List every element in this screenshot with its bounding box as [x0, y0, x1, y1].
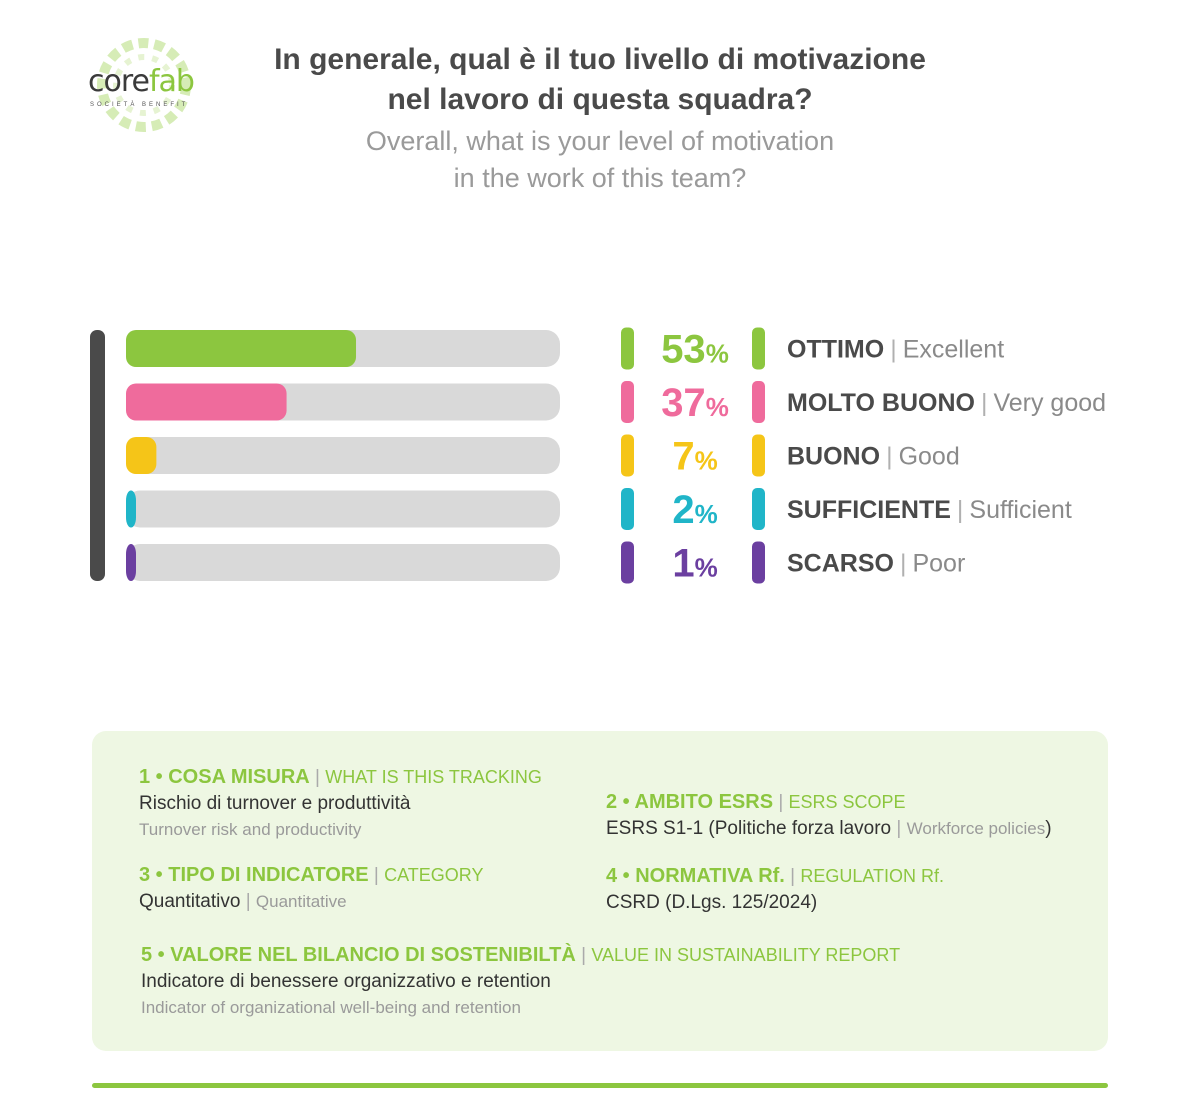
data-label-molto-buono: 37% [661, 381, 729, 425]
info-1-value: Rischio di turnover e produttività [139, 793, 411, 814]
info-item-5 [141, 942, 900, 1021]
left-marker-scarso [621, 542, 634, 584]
right-marker-molto-buono [752, 381, 765, 423]
info-item-1 [139, 764, 542, 843]
motivation-bar-chart [0, 300, 1200, 620]
info-4-heading: 4 • NORMATIVA Rf. [606, 865, 785, 887]
info-5-value: Indicatore di benessere organizzativo e retention [141, 971, 551, 992]
data-label-ottimo: 53% [661, 327, 729, 372]
info-2-value-sep: | [896, 818, 902, 839]
info-2-value-end: ) [1045, 818, 1052, 839]
category-label-ottimo: OTTIMO | Excellent [787, 335, 1005, 364]
info-2-sep: | [778, 792, 784, 813]
axis-line [90, 330, 105, 581]
right-marker-buono [752, 435, 765, 477]
info-3-value-sep: | [245, 891, 251, 912]
data-label-scarso: 1% [672, 541, 718, 586]
info-item-2 [606, 789, 1052, 842]
bar-sufficiente [126, 491, 136, 528]
info-5-heading-en: VALUE IN SUSTAINABILITY REPORT [591, 945, 901, 965]
info-2-heading: 2 • AMBITO ESRS [606, 791, 774, 813]
info-3-sep: | [373, 865, 379, 886]
info-1-sep: | [315, 767, 320, 788]
category-label-buono: BUONO | Good [787, 442, 960, 471]
info-1-heading-en: WHAT IS THIS TRACKING [325, 767, 542, 787]
left-marker-buono [621, 435, 634, 477]
info-5-value-en: Indicator of organizational well-being and retention [141, 998, 521, 1017]
bar-ottimo [126, 330, 356, 367]
left-marker-ottimo [621, 328, 634, 370]
info-3-value-en: Quantitative [255, 892, 347, 911]
left-marker-molto-buono [621, 381, 634, 423]
category-label-sufficiente: SUFFICIENTE | Sufficient [787, 496, 1072, 524]
info-3-heading: 3 • TIPO DI INDICATORE [139, 864, 369, 886]
info-5-heading: 5 • VALORE NEL BILANCIO DI SOSTENIBILTÀ [141, 944, 576, 966]
right-marker-ottimo [752, 328, 765, 370]
info-item-4 [606, 863, 944, 916]
title-line-1: In generale, qual è il tuo livello di motivazione [274, 43, 926, 76]
logo-tagline: SOCIETÀ BENEFIT [90, 102, 189, 108]
bar-buono [126, 437, 156, 474]
bar-scarso [126, 544, 136, 581]
subtitle-line-2: in the work of this team? [453, 163, 747, 193]
info-2-heading-en: ESRS SCOPE [788, 792, 906, 812]
right-marker-sufficiente [752, 488, 765, 530]
bar-track-buono [126, 437, 560, 474]
logo-wordmark: corefab [88, 64, 194, 99]
right-marker-scarso [752, 542, 765, 584]
info-1-heading: 1 • COSA MISURA [139, 766, 310, 788]
bottom-divider [92, 1083, 1108, 1088]
info-item-3 [139, 862, 483, 915]
info-3-value: Quantitativo [139, 891, 241, 912]
info-1-value-en: Turnover risk and productivity [139, 820, 362, 839]
data-label-buono: 7% [672, 434, 718, 479]
title-line-2: nel lavoro di questa squadra? [387, 83, 813, 116]
data-label-sufficiente: 2% [672, 488, 718, 532]
category-label-molto-buono: MOLTO BUONO | Very good [787, 389, 1107, 417]
bar-molto-buono [126, 384, 287, 421]
left-marker-sufficiente [621, 488, 634, 530]
page-subtitle [0, 123, 1200, 197]
info-4-heading-en: REGULATION Rf. [800, 866, 945, 886]
info-5-sep: | [581, 945, 587, 966]
bar-track-sufficiente [126, 491, 560, 528]
info-2-value-en: Workforce policies [906, 819, 1046, 838]
bar-track-scarso [126, 544, 560, 581]
info-4-sep: | [790, 866, 796, 887]
page-title [0, 40, 1200, 120]
category-label-scarso: SCARSO | Poor [787, 549, 966, 578]
info-4-value: CSRD (D.Lgs. 125/2024) [606, 892, 818, 913]
info-3-heading-en: CATEGORY [384, 865, 484, 885]
subtitle-line-1: Overall, what is your level of motivation [365, 126, 835, 156]
info-2-value: ESRS S1-1 (Politiche forza lavoro [606, 818, 892, 839]
